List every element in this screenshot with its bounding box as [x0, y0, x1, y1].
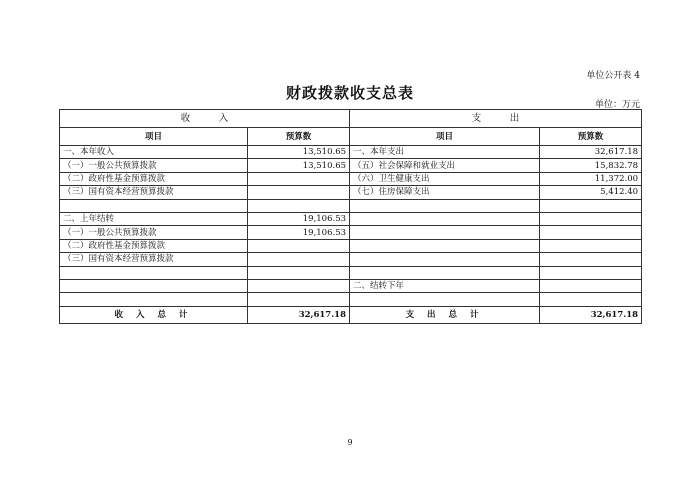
- unit-label: 单位：万元: [594, 100, 640, 110]
- expense-amount-cell: 5,412.40: [540, 186, 642, 199]
- expense-section-header: 支 出: [350, 110, 642, 128]
- table-row: [60, 226, 642, 239]
- income-amount-cell: 19,106.53: [248, 226, 350, 239]
- expense-item-cell: 二、结转下年: [350, 279, 540, 292]
- income-amount-cell: 19,106.53: [248, 212, 350, 225]
- header-amount-left: 预算数: [248, 128, 350, 146]
- expense-item-cell: [350, 199, 540, 212]
- income-item-cell: （二）政府性基金预算拨款: [60, 172, 248, 185]
- income-amount-cell: [248, 199, 350, 212]
- expense-total-label: 支 出 总 计: [350, 306, 540, 323]
- expense-amount-cell: [540, 199, 642, 212]
- header-amount-right: 预算数: [540, 128, 642, 146]
- page-title: 财政拨款收支总表: [285, 84, 414, 102]
- income-amount-cell: 13,510.65: [248, 159, 350, 172]
- income-amount-cell: 13,510.65: [248, 146, 350, 159]
- table-row: [60, 212, 642, 225]
- expense-item-cell: （六）卫生健康支出: [350, 172, 540, 185]
- expense-item-cell: [350, 266, 540, 279]
- table-row: [60, 172, 642, 185]
- section-header-row: [60, 110, 642, 128]
- expense-amount-cell: 15,832.78: [540, 159, 642, 172]
- expense-amount-cell: [540, 239, 642, 252]
- expense-item-cell: [350, 239, 540, 252]
- table-row: [60, 266, 642, 279]
- table-row: [60, 253, 642, 266]
- table-row: [60, 279, 642, 292]
- expense-item-cell: （七）住房保障支出: [350, 186, 540, 199]
- expense-total-value: 32,617.18: [540, 306, 642, 323]
- expense-item-cell: [350, 293, 540, 306]
- expense-amount-cell: [540, 293, 642, 306]
- table-row: [60, 239, 642, 252]
- income-total-label: 收 入 总 计: [60, 306, 248, 323]
- expense-item-cell: [350, 226, 540, 239]
- form-number: 单位公开表 4: [586, 71, 640, 81]
- expense-amount-cell: [540, 226, 642, 239]
- expense-item-cell: 一、本年支出: [350, 146, 540, 159]
- income-item-cell: 二、上年结转: [60, 212, 248, 225]
- income-item-cell: [60, 279, 248, 292]
- income-total-value: 32,617.18: [248, 306, 350, 323]
- header-item-left: 项目: [60, 128, 248, 146]
- income-item-cell: （一）一般公共预算拨款: [60, 226, 248, 239]
- total-row: [60, 306, 642, 323]
- table-row: [60, 199, 642, 212]
- income-section-header: 收 入: [60, 110, 350, 128]
- income-item-cell: （三）国有资本经营预算拨款: [60, 186, 248, 199]
- budget-table: [59, 109, 642, 324]
- expense-amount-cell: [540, 212, 642, 225]
- income-amount-cell: [248, 266, 350, 279]
- page-number: 9: [347, 438, 353, 447]
- expense-item-cell: [350, 212, 540, 225]
- expense-item-cell: （五）社会保障和就业支出: [350, 159, 540, 172]
- income-item-cell: 一、本年收入: [60, 146, 248, 159]
- table-row: [60, 159, 642, 172]
- income-amount-cell: [248, 253, 350, 266]
- income-amount-cell: [248, 293, 350, 306]
- header-item-right: 项目: [350, 128, 540, 146]
- income-item-cell: （二）政府性基金预算拨款: [60, 239, 248, 252]
- expense-item-cell: [350, 253, 540, 266]
- income-item-cell: [60, 266, 248, 279]
- income-item-cell: （三）国有资本经营预算拨款: [60, 253, 248, 266]
- table-row: [60, 293, 642, 306]
- income-amount-cell: [248, 186, 350, 199]
- income-item-cell: [60, 199, 248, 212]
- expense-amount-cell: [540, 266, 642, 279]
- expense-amount-cell: 11,372.00: [540, 172, 642, 185]
- expense-amount-cell: 32,617.18: [540, 146, 642, 159]
- table-row: [60, 146, 642, 159]
- table-row: [60, 186, 642, 199]
- income-amount-cell: [248, 172, 350, 185]
- income-amount-cell: [248, 239, 350, 252]
- income-item-cell: （一）一般公共预算拨款: [60, 159, 248, 172]
- income-item-cell: [60, 293, 248, 306]
- expense-amount-cell: [540, 253, 642, 266]
- expense-amount-cell: [540, 279, 642, 292]
- column-header-row: [60, 128, 642, 146]
- budget-table-body: [60, 110, 642, 324]
- income-amount-cell: [248, 279, 350, 292]
